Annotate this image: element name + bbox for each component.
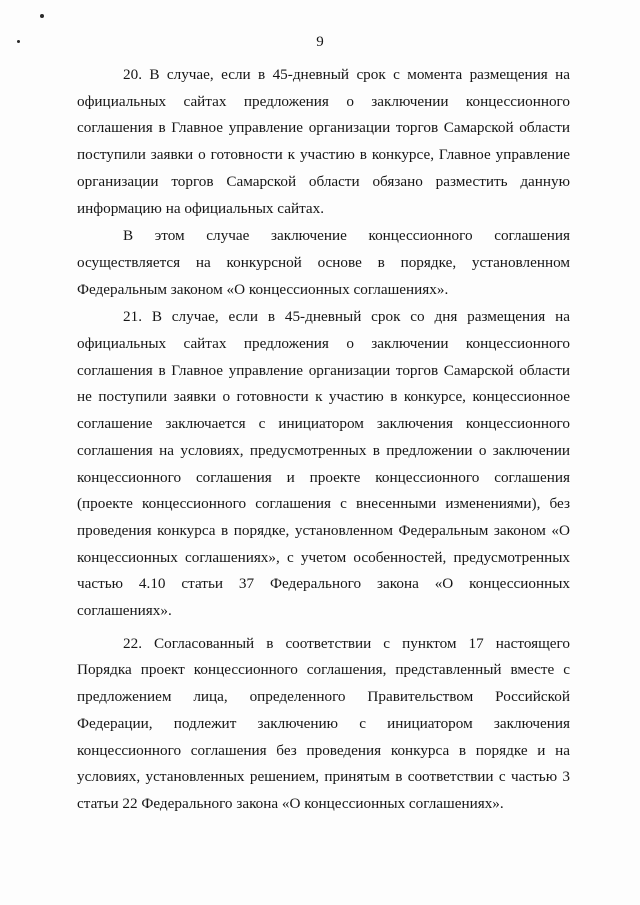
document-body bbox=[77, 62, 570, 818]
paragraph-20: 20. В случае, если в 45-дневный срок с момента размещения на официальных сайтах предложения о заключении концессионного соглашения в Главное управление организации торгов Самарской области поступили заявки о готовности к участию в конкурсе, Главное управление организации торгов Самарской области обязано разместить данную информацию на официальных сайтах. bbox=[77, 66, 570, 217]
paragraph-20-continuation: В этом случае заключение концессионного соглашения осуществляется на конкурсной основе в порядке, установленном Федеральным законом «О концессионных соглашениях». bbox=[77, 227, 570, 298]
page-number: 9 bbox=[316, 34, 324, 50]
paragraph-22: 22. Согласованный в соответствии с пунктом 17 настоящего Порядка проект концессионного соглашения, представленный вместе с предложением лица, определенного Правительством Российской Федерации, подлежит заключению с инициатором заключения концессионного соглашения без проведения конкурса в порядке и на условиях, установленных решением, принятым в соответствии с частью 3 статьи 22 Федерального закона «О концессионных соглашениях». bbox=[77, 634, 570, 812]
paragraph-21: 21. В случае, если в 45-дневный срок со дня размещения на официальных сайтах предложения о заключении концессионного соглашения в Главное управление организации торгов Самарской области не поступили заявки о готовности к участию в конкурсе, концессионное соглашение заключается с инициатором заключения концессионного соглашения на условиях, предусмотренных в предложении о заключении концессионного соглашения и проекте концессионного соглашения (проекте концессионного соглашения с внесенными изменениями), без проведения конкурса в порядке, установленном Федеральным законом «О концессионных соглашениях», с учетом особенностей, предусмотренных частью 4.10 статьи 37 Федерального закона «О концессионных соглашениях». bbox=[77, 308, 570, 620]
scan-mark bbox=[40, 14, 44, 18]
